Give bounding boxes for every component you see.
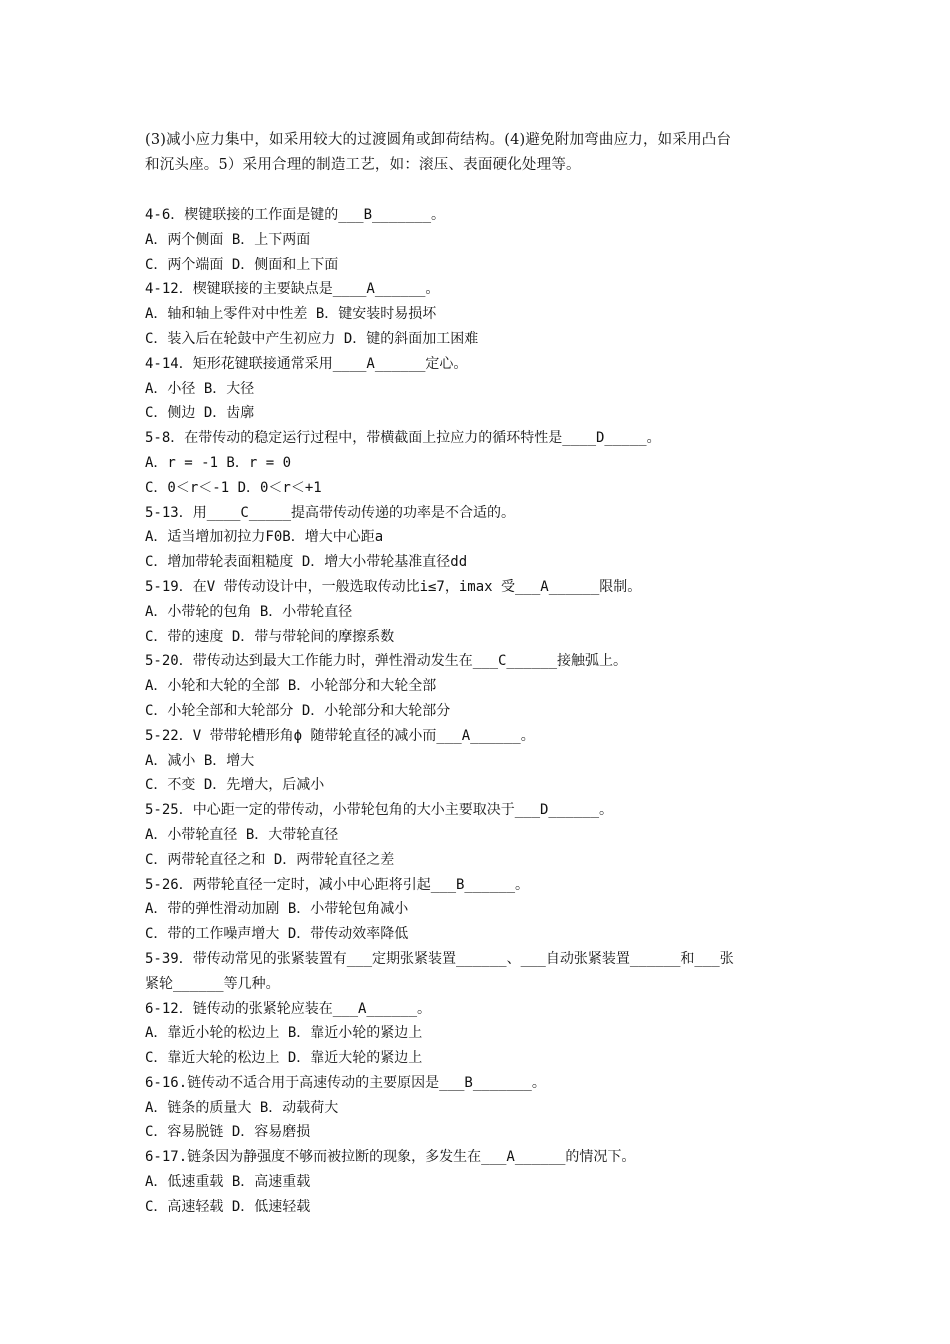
options-5-19-cd: C．带的速度 D．带与带轮间的摩擦系数 (145, 628, 395, 645)
question-5-13: 5-13．用____C_____提高带传动传递的功率是不合适的。 (145, 504, 516, 521)
options-4-14-cd: C．侧边 D．齿廓 (145, 405, 255, 422)
options-4-6-cd: C．两个端面 D．侧面和上下面 (145, 256, 339, 273)
options-6-17-ab: A．低速重载 B．高速重载 (145, 1174, 311, 1191)
options-6-17-cd: C．高速轻载 D．低速轻载 (145, 1198, 311, 1215)
options-5-25-cd: C．两带轮直径之和 D．两带轮直径之差 (145, 851, 395, 868)
intro-paragraph (145, 128, 815, 178)
question-list (145, 203, 815, 1220)
options-5-19-ab: A．小带轮的包角 B．小带轮直径 (145, 603, 353, 620)
options-5-25-ab: A．小带轮直径 B．大带轮直径 (145, 826, 339, 843)
question-6-16: 6-16.链传动不适合用于高速传动的主要原因是___B_______。 (145, 1074, 546, 1091)
question-6-17: 6-17.链条因为静强度不够而被拉断的现象，多发生在___A______的情况下。 (145, 1149, 636, 1166)
options-4-12-cd: C．装入后在轮鼓中产生初应力 D．键的斜面加工困难 (145, 330, 479, 347)
options-5-20-ab: A．小轮和大轮的全部 B．小轮部分和大轮全部 (145, 678, 437, 695)
question-5-20: 5-20．带传动达到最大工作能力时，弹性滑动发生在___C______接触弧上。 (145, 653, 628, 670)
question-5-8: 5-8．在带传动的稳定运行过程中，带横截面上拉应力的循环特性是____D_____。 (145, 430, 661, 447)
options-4-6-ab: A．两个侧面 B．上下两面 (145, 231, 311, 248)
options-5-8-ab: A．r = -1 B．r = 0 (145, 454, 292, 471)
question-5-26: 5-26．两带轮直径一定时，减小中心距将引起___B______。 (145, 876, 530, 893)
question-5-25: 5-25．中心距一定的带传动，小带轮包角的大小主要取决于___D______。 (145, 802, 614, 819)
options-5-22-cd: C．不变 D．先增大，后减小 (145, 777, 325, 794)
options-6-12-ab: A．靠近小轮的松边上 B．靠近小轮的紧边上 (145, 1025, 423, 1042)
options-4-14-ab: A．小径 B．大径 (145, 380, 255, 397)
intro-line-1: (3)减小应力集中，如采用较大的过渡圆角或卸荷结构。(4)避免附加弯曲应力，如采用凸台 (145, 132, 732, 148)
options-6-16-cd: C．容易脱链 D．容易磨损 (145, 1124, 311, 1141)
options-5-26-cd: C．带的工作噪声增大 D．带传动效率降低 (145, 926, 409, 943)
question-5-39: 5-39．带传动常见的张紧装置有___定期张紧装置______、___自动张紧装置______和___张 (145, 950, 734, 967)
question-5-19: 5-19．在V 带传动设计中，一般选取传动比i≤7，imax 受___A______限制。 (145, 578, 642, 595)
intro-line-2: 和沉头座。5）采用合理的制造工艺，如：滚压、表面硬化处理等。 (145, 157, 581, 173)
question-6-12: 6-12．链传动的张紧轮应装在___A______。 (145, 1000, 432, 1017)
question-4-6: 4-6．楔键联接的工作面是键的___B_______。 (145, 207, 446, 223)
options-6-12-cd: C．靠近大轮的松边上 D．靠近大轮的紧边上 (145, 1050, 423, 1067)
options-5-22-ab: A．减小 B．增大 (145, 752, 255, 769)
options-5-20-cd: C．小轮全部和大轮部分 D．小轮部分和大轮部分 (145, 702, 451, 719)
question-4-12: 4-12．楔键联接的主要缺点是____A______。 (145, 281, 440, 298)
question-5-22: 5-22．V 带带轮槽形角ϕ 随带轮直径的减小而___A______。 (145, 727, 535, 744)
options-5-13-ab: A．适当增加初拉力F0B．增大中心距a (145, 529, 384, 546)
question-5-39-continued: 紧轮______等几种。 (145, 975, 280, 992)
question-4-14: 4-14．矩形花键联接通常采用____A______定心。 (145, 355, 468, 372)
options-5-13-cd: C．增加带轮表面粗糙度 D．增大小带轮基准直径dd (145, 554, 468, 571)
options-5-8-cd: C．0＜r＜-1 D．0＜r＜+1 (145, 479, 322, 496)
options-4-12-ab: A．轴和轴上零件对中性差 B．键安装时易损坏 (145, 306, 437, 323)
options-6-16-ab: A．链条的质量大 B．动载荷大 (145, 1099, 339, 1116)
options-5-26-ab: A．带的弹性滑动加剧 B．小带轮包角减小 (145, 901, 409, 918)
